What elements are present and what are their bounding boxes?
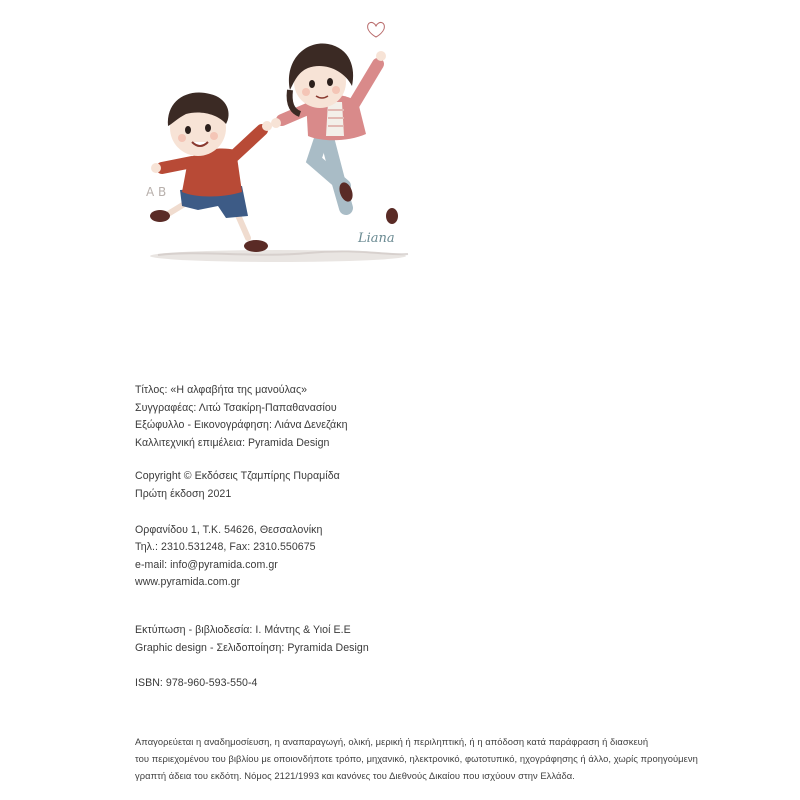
spacer <box>135 504 695 522</box>
artist-signature: Liana <box>358 231 395 246</box>
phone-line: Τηλ.: 2310.531248, Fax: 2310.550675 <box>135 541 316 554</box>
notice-line: Απαγορεύεται η αναδημοσίευση, η αναπαραγωγή, ολική, μερική ή περιληπτική, ή η απόδοση κατά παράφραση ή διασκευή <box>135 735 649 747</box>
author-credit: Συγγραφέας: Λιτώ Τσακίρη-Παπαθανασίου <box>135 401 337 414</box>
printing-credit: Εκτύπωση - βιβλιοδεσία: Ι. Μάντης & Υιοί Ε.Ε <box>135 623 351 636</box>
boy-right-shoe <box>244 240 268 252</box>
notice-line: γραπτή άδεια του εκδότη. Νόμος 2121/1993 και κανόνες του Διεθνούς Δικαίου που ισχύουν στην Ελλάδα. <box>135 770 575 782</box>
boy-left-arm <box>162 162 192 168</box>
boy-right-arm <box>234 130 262 156</box>
children-dancing-illustration <box>138 10 418 272</box>
graphic-design-credit: Graphic design - Σελιδοποίηση: Pyramida Design <box>135 641 369 654</box>
boy-letters: A B <box>146 185 167 199</box>
isbn-block <box>135 675 695 693</box>
girl-right-cheek <box>332 86 340 94</box>
girl-right-shoe <box>386 208 398 224</box>
production-block <box>135 622 695 657</box>
spacer <box>135 693 695 733</box>
edition-line: Πρώτη έκδοση 2021 <box>135 487 232 500</box>
girl-figure <box>271 43 398 224</box>
girl-right-arm <box>354 64 378 104</box>
heart-icon <box>368 22 385 37</box>
boy-right-hand <box>262 121 272 131</box>
credits-block <box>135 382 695 452</box>
girl-left-eye <box>309 80 315 88</box>
spacer <box>135 657 695 675</box>
boy-right-eye <box>205 124 211 132</box>
copyright-line: Copyright © Εκδόσεις Τζαμπίρης Πυραμίδα <box>135 470 340 483</box>
girl-right-hand <box>376 51 386 61</box>
colophon <box>135 382 698 784</box>
boy-right-cheek <box>210 132 218 140</box>
contact-block <box>135 522 695 592</box>
art-direction-credit: Καλλιτεχνική επιμέλεια: Pyramida Design <box>135 436 330 449</box>
copyright-block <box>135 468 695 503</box>
email-line[interactable]: e-mail: info@pyramida.com.gr <box>135 558 278 571</box>
boy-left-shoe <box>150 210 170 222</box>
girl-left-cheek <box>302 88 310 96</box>
copyright-notice <box>135 733 698 785</box>
address-line: Ορφανίδου 1, Τ.Κ. 54626, Θεσσαλονίκη <box>135 523 323 536</box>
illustration-svg <box>138 10 418 272</box>
isbn-line: ISBN: 978-960-593-550-4 <box>135 677 258 690</box>
girl-right-eye <box>327 78 333 86</box>
spacer <box>135 592 695 622</box>
boy-figure <box>146 92 272 252</box>
notice-line: του περιεχομένου του βιβλίου με οποιονδήποτε τρόπο, μηχανικό, ηλεκτρονικό, φωτοτυπικό, ηχογράφησης ή άλλο, χωρίς προηγούμενη <box>135 752 698 764</box>
illustration-credit: Εξώφυλλο - Εικονογράφηση: Λιάνα Δενεζάκη <box>135 419 348 432</box>
boy-left-hand <box>151 163 161 173</box>
girl-left-hand <box>271 118 281 128</box>
book-title-credit: Τίτλος: «Η αλφαβήτα της μανούλας» <box>135 384 308 396</box>
website-link[interactable]: www.pyramida.com.gr <box>135 576 241 589</box>
boy-left-cheek <box>178 134 186 142</box>
boy-left-eye <box>185 126 191 134</box>
spacer <box>135 452 695 468</box>
